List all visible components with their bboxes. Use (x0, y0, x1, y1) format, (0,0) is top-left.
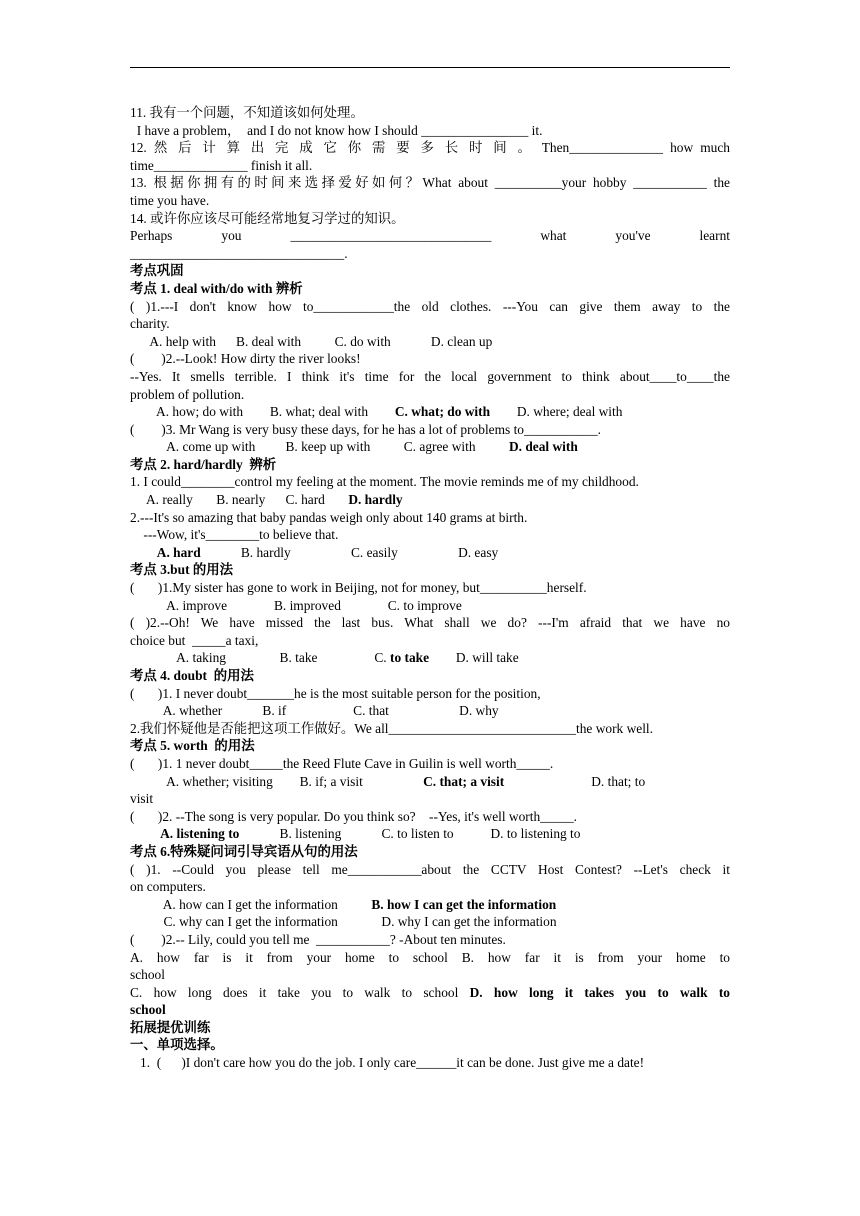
line-text-tail: B. hardly C. easily D. easy (200, 544, 499, 560)
line-text: C. why can I get the information D. why I can get the information (130, 914, 557, 930)
answer-text: C. what; do with (394, 404, 491, 420)
line-text: 14. 或许你应该尽可能经常地复习学过的知识。 (130, 210, 405, 226)
text-line (130, 913, 730, 931)
text-line (130, 614, 730, 632)
text-line (130, 139, 730, 157)
text-line (130, 473, 730, 491)
line-text: ( )2.-- Lily, could you tell me ___________? -About ten minutes. (130, 931, 506, 947)
text-line (130, 262, 730, 280)
line-text: 12. 然 后 计 算 出 完 成 它 你 需 要 多 长 时 间 。 Then______________ how much (130, 140, 730, 156)
text-line (130, 878, 730, 896)
text-line (130, 808, 730, 826)
text-line (130, 1054, 730, 1072)
line-text: 13. 根据你拥有的时间来选择爱好如何？What about __________your hobby ___________ the (130, 175, 730, 191)
line-text: school (130, 967, 165, 983)
text-line (130, 315, 730, 333)
document-body (130, 104, 730, 1072)
line-text: A. whether; visiting B. if; a visit (130, 773, 424, 789)
line-text: A. whether B. if C. that D. why (130, 703, 499, 719)
text-line (130, 737, 730, 755)
text-line (130, 1019, 730, 1037)
line-text: on computers. (130, 879, 206, 895)
answer-text: D. deal with (508, 439, 578, 455)
line-text: ________________________________. (130, 245, 348, 261)
line-text: 11. 我有一个问题，不知道该如何处理。 (130, 105, 364, 120)
text-line (130, 386, 730, 404)
line-text: 一、单项选择。 (130, 1037, 224, 1053)
text-line (130, 773, 730, 791)
text-line (130, 368, 730, 386)
answer-text: D. how long it takes you to walk to (469, 984, 730, 1000)
line-text: ( )1. --Could you please tell me___________about the CCTV Host Contest? --Let's check it (130, 861, 730, 877)
text-line (130, 192, 730, 210)
text-line (130, 174, 730, 192)
text-line (130, 966, 730, 984)
text-line (130, 685, 730, 703)
text-line (130, 280, 730, 298)
text-line (130, 949, 730, 967)
line-text: 1. I could________control my feeling at the moment. The movie reminds me of my childhood. (130, 474, 639, 490)
line-text: A. help with B. deal with C. do with D. clean up (130, 333, 493, 349)
line-text: 考点 3.but 的用法 (130, 562, 234, 578)
text-line (130, 104, 730, 122)
text-line (130, 438, 730, 456)
answer-text: C. that; a visit (423, 773, 505, 789)
text-line (130, 421, 730, 439)
line-text: A. how far is it from your home to school B. how far it is from your home to (130, 949, 730, 965)
text-line (130, 526, 730, 544)
line-text: 考点 4. doubt 的用法 (130, 668, 254, 683)
answer-text: to take (390, 650, 430, 666)
line-text: 1. ( )I don't care how you do the job. I only care______it can be done. Just give me a date! (130, 1055, 645, 1071)
answer-text: A. hard (156, 544, 201, 560)
text-line (130, 632, 730, 650)
line-text: time______________ finish it all. (130, 157, 313, 173)
line-text: ( )2. --The song is very popular. Do you think so? --Yes, it's well worth_____. (130, 808, 577, 824)
line-text: ( )1. 1 never doubt_____the Reed Flute Cave in Guilin is well worth_____. (130, 755, 554, 771)
text-line (130, 403, 730, 421)
line-text: 考点 1. deal with/do with 辨析 (130, 280, 303, 296)
line-text: A. improve B. improved C. to improve (130, 597, 462, 613)
text-line (130, 861, 730, 879)
text-line (130, 227, 730, 245)
text-line (130, 896, 730, 914)
line-text: A. really B. nearly C. hard (130, 492, 349, 508)
line-text: ( )1.My sister has gone to work in Beijing, not for money, but__________herself. (130, 580, 587, 596)
answer-text: B. how I can get the information (371, 896, 557, 912)
text-line (130, 1036, 730, 1054)
answer-text: D. hardly (348, 492, 403, 508)
line-text (130, 826, 160, 841)
line-text: ( )2.--Look! How dirty the river looks! (130, 351, 361, 367)
text-line (130, 843, 730, 861)
text-line (130, 544, 730, 562)
line-text: 拓展提优训练 (130, 1019, 211, 1035)
line-text: 考点 2. hard/hardly 辨析 (130, 456, 277, 472)
line-text: ( )3. Mr Wang is very busy these days, for he has a lot of problems to___________. (130, 421, 601, 437)
line-text: school (130, 1002, 166, 1018)
text-line (130, 491, 730, 509)
line-text: 2.---It's so amazing that baby pandas weigh only about 140 grams at birth. (130, 509, 528, 525)
line-text: ( )1.---I don't know how to____________the old clothes. ---You can give them away to the (130, 298, 730, 314)
line-text: I have a problem， and I do not know how I should ________________ it. (130, 122, 543, 138)
line-text: A. how can I get the information (130, 896, 372, 912)
text-line (130, 825, 730, 843)
line-text: ( )2.--Oh! We have missed the last bus. What shall we do? ---I'm afraid that we have no (130, 615, 730, 631)
text-line (130, 1001, 730, 1019)
line-text: problem of pollution. (130, 386, 245, 402)
line-text: visit (130, 791, 154, 807)
line-text: 考点 5. worth 的用法 (130, 738, 255, 754)
text-line (130, 755, 730, 773)
text-line (130, 649, 730, 667)
answer-text: A. listening to (160, 826, 240, 842)
line-text: A. taking B. take C. (130, 650, 390, 666)
text-line (130, 579, 730, 597)
line-text: time you have. (130, 192, 210, 208)
line-text-tail: D. that; to (504, 773, 646, 789)
text-line (130, 597, 730, 615)
text-line (130, 210, 730, 228)
text-line (130, 122, 730, 140)
line-text: C. how long does it take you to walk to school (130, 984, 470, 1000)
text-line (130, 667, 730, 685)
line-text: 考点 6.特殊疑问词引导宾语从句的用法 (130, 843, 358, 859)
header-rule (130, 67, 730, 68)
line-text: charity. (130, 316, 170, 332)
text-line (130, 720, 730, 738)
line-text: choice but _____a taxi, (130, 632, 259, 648)
line-text: A. how; do with B. what; deal with (130, 404, 395, 420)
text-line (130, 561, 730, 579)
line-text-tail: B. listening C. to listen to D. to listening to (239, 826, 581, 842)
text-line (130, 456, 730, 474)
line-text: A. come up with B. keep up with C. agree with (130, 439, 509, 455)
line-text-tail: D. where; deal with (490, 404, 623, 420)
line-text: ---Wow, it's________to believe that. (130, 527, 339, 543)
text-line (130, 157, 730, 175)
line-text: Perhaps you ______________________________ what you've learnt (130, 228, 730, 244)
text-line (130, 984, 730, 1002)
text-line (130, 509, 730, 527)
line-text: 考点巩固 (130, 263, 184, 279)
line-text: --Yes. It smells terrible. I think it's time for the local government to think about____to____the (130, 368, 730, 384)
text-line (130, 333, 730, 351)
text-line (130, 931, 730, 949)
text-line (130, 350, 730, 368)
text-line (130, 790, 730, 808)
line-text (130, 545, 157, 560)
line-text: 2.我们怀疑他是否能把这项工作做好。We all____________________________the work well. (130, 720, 653, 736)
text-line (130, 702, 730, 720)
line-text-tail: D. will take (429, 650, 519, 666)
text-line (130, 298, 730, 316)
line-text: ( )1. I never doubt_______he is the most suitable person for the position, (130, 685, 541, 701)
text-line (130, 245, 730, 263)
